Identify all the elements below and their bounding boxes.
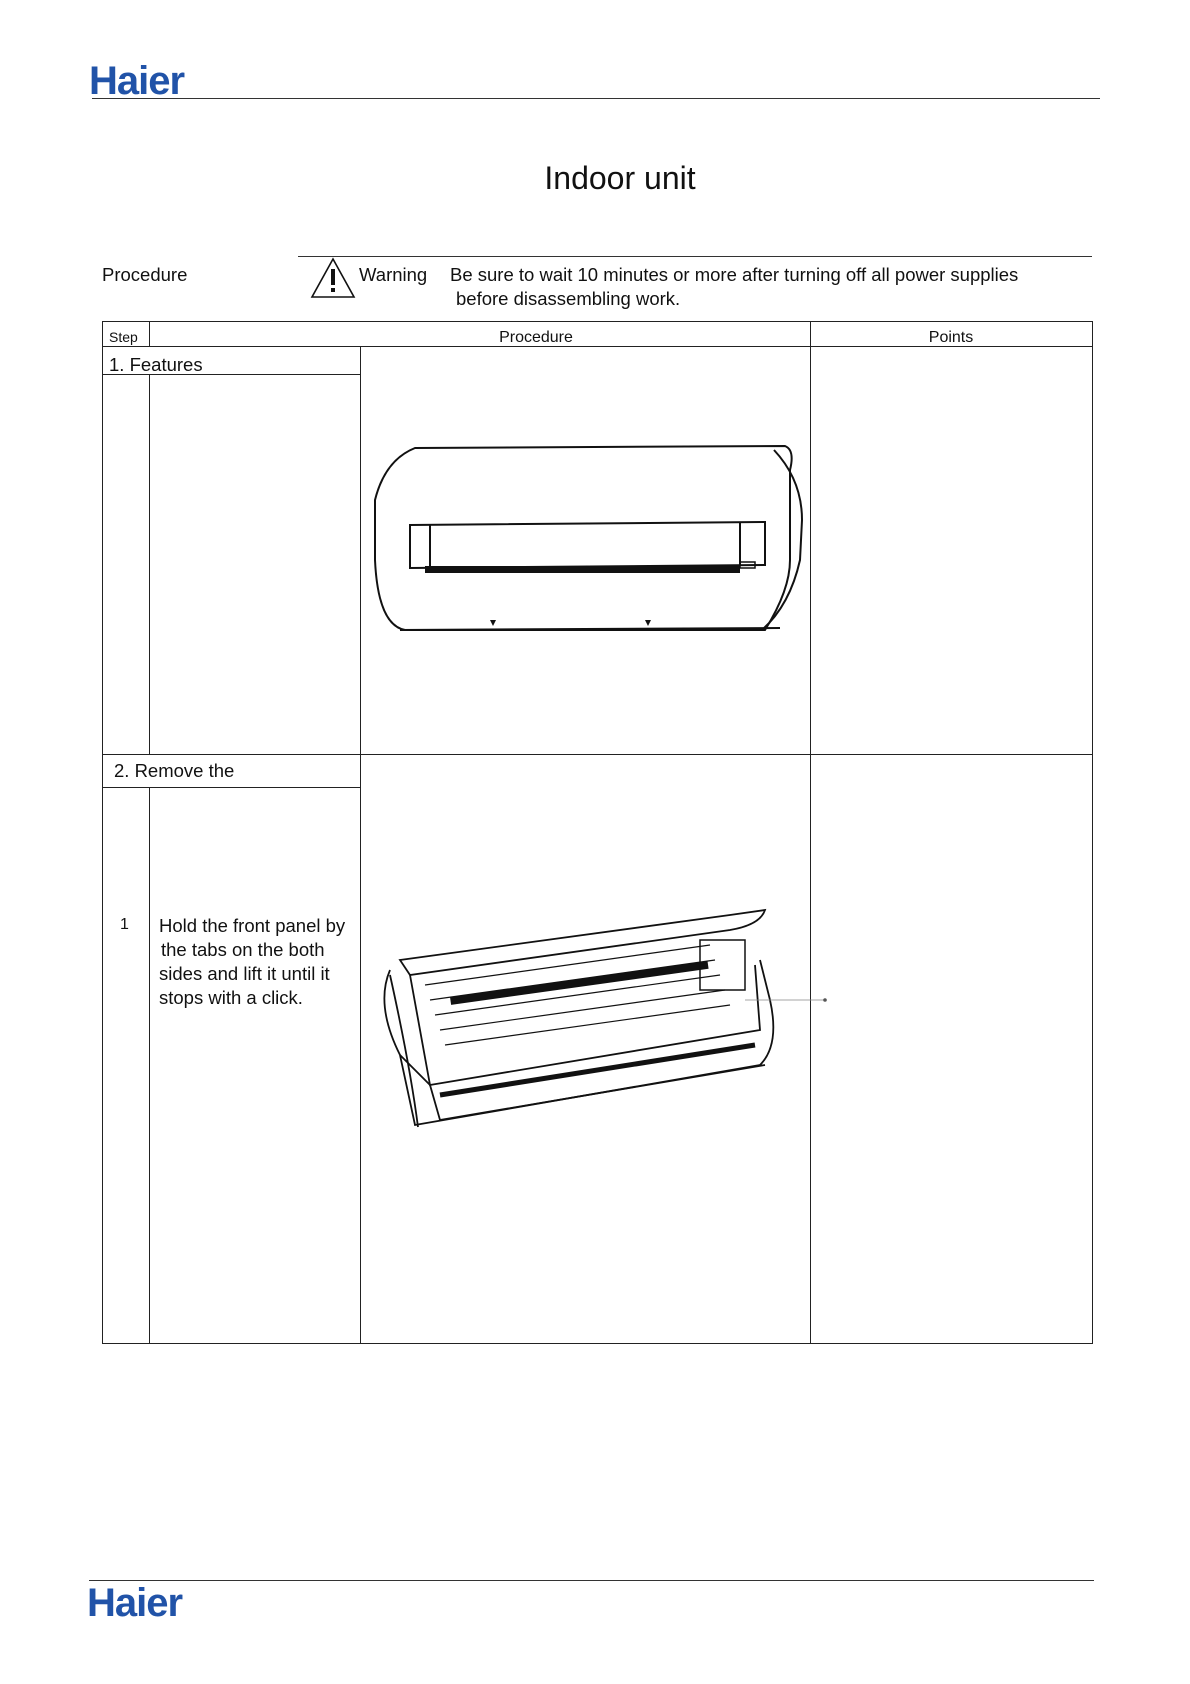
substep-number: 1 xyxy=(120,916,129,933)
haier-logo-footer: Haier xyxy=(87,1581,183,1625)
section-2-title: 2. Remove the xyxy=(114,760,235,781)
substep-line-4: stops with a click. xyxy=(159,987,303,1008)
warning-triangle-icon xyxy=(310,257,356,299)
warning-label: Warning xyxy=(359,264,428,285)
procedure-label: Procedure xyxy=(102,264,188,285)
warning-text-line2: before disassembling work. xyxy=(456,288,681,309)
warning-text-line1: Be sure to wait 10 minutes or more after turning off all power supplies xyxy=(450,264,1019,285)
table-header-points: Points xyxy=(928,329,974,346)
indoor-unit-closed-illustration xyxy=(370,440,810,640)
indoor-unit-open-panel-illustration xyxy=(370,905,840,1135)
table-header-procedure: Procedure xyxy=(499,329,573,346)
haier-logo-header: Haier xyxy=(89,59,185,103)
section-1-title: 1. Features xyxy=(109,354,203,375)
page-title: Indoor unit xyxy=(544,160,696,196)
footer-rule xyxy=(89,1580,1094,1581)
substep-line-1: Hold the front panel by xyxy=(159,915,346,936)
substep-line-3: sides and lift it until it xyxy=(159,963,330,984)
table-header-step: Step xyxy=(109,329,138,345)
header-rule xyxy=(92,98,1100,99)
substep-line-2: the tabs on the both xyxy=(161,939,325,960)
warning-rule xyxy=(298,256,1092,257)
substep-instruction xyxy=(159,914,359,1010)
